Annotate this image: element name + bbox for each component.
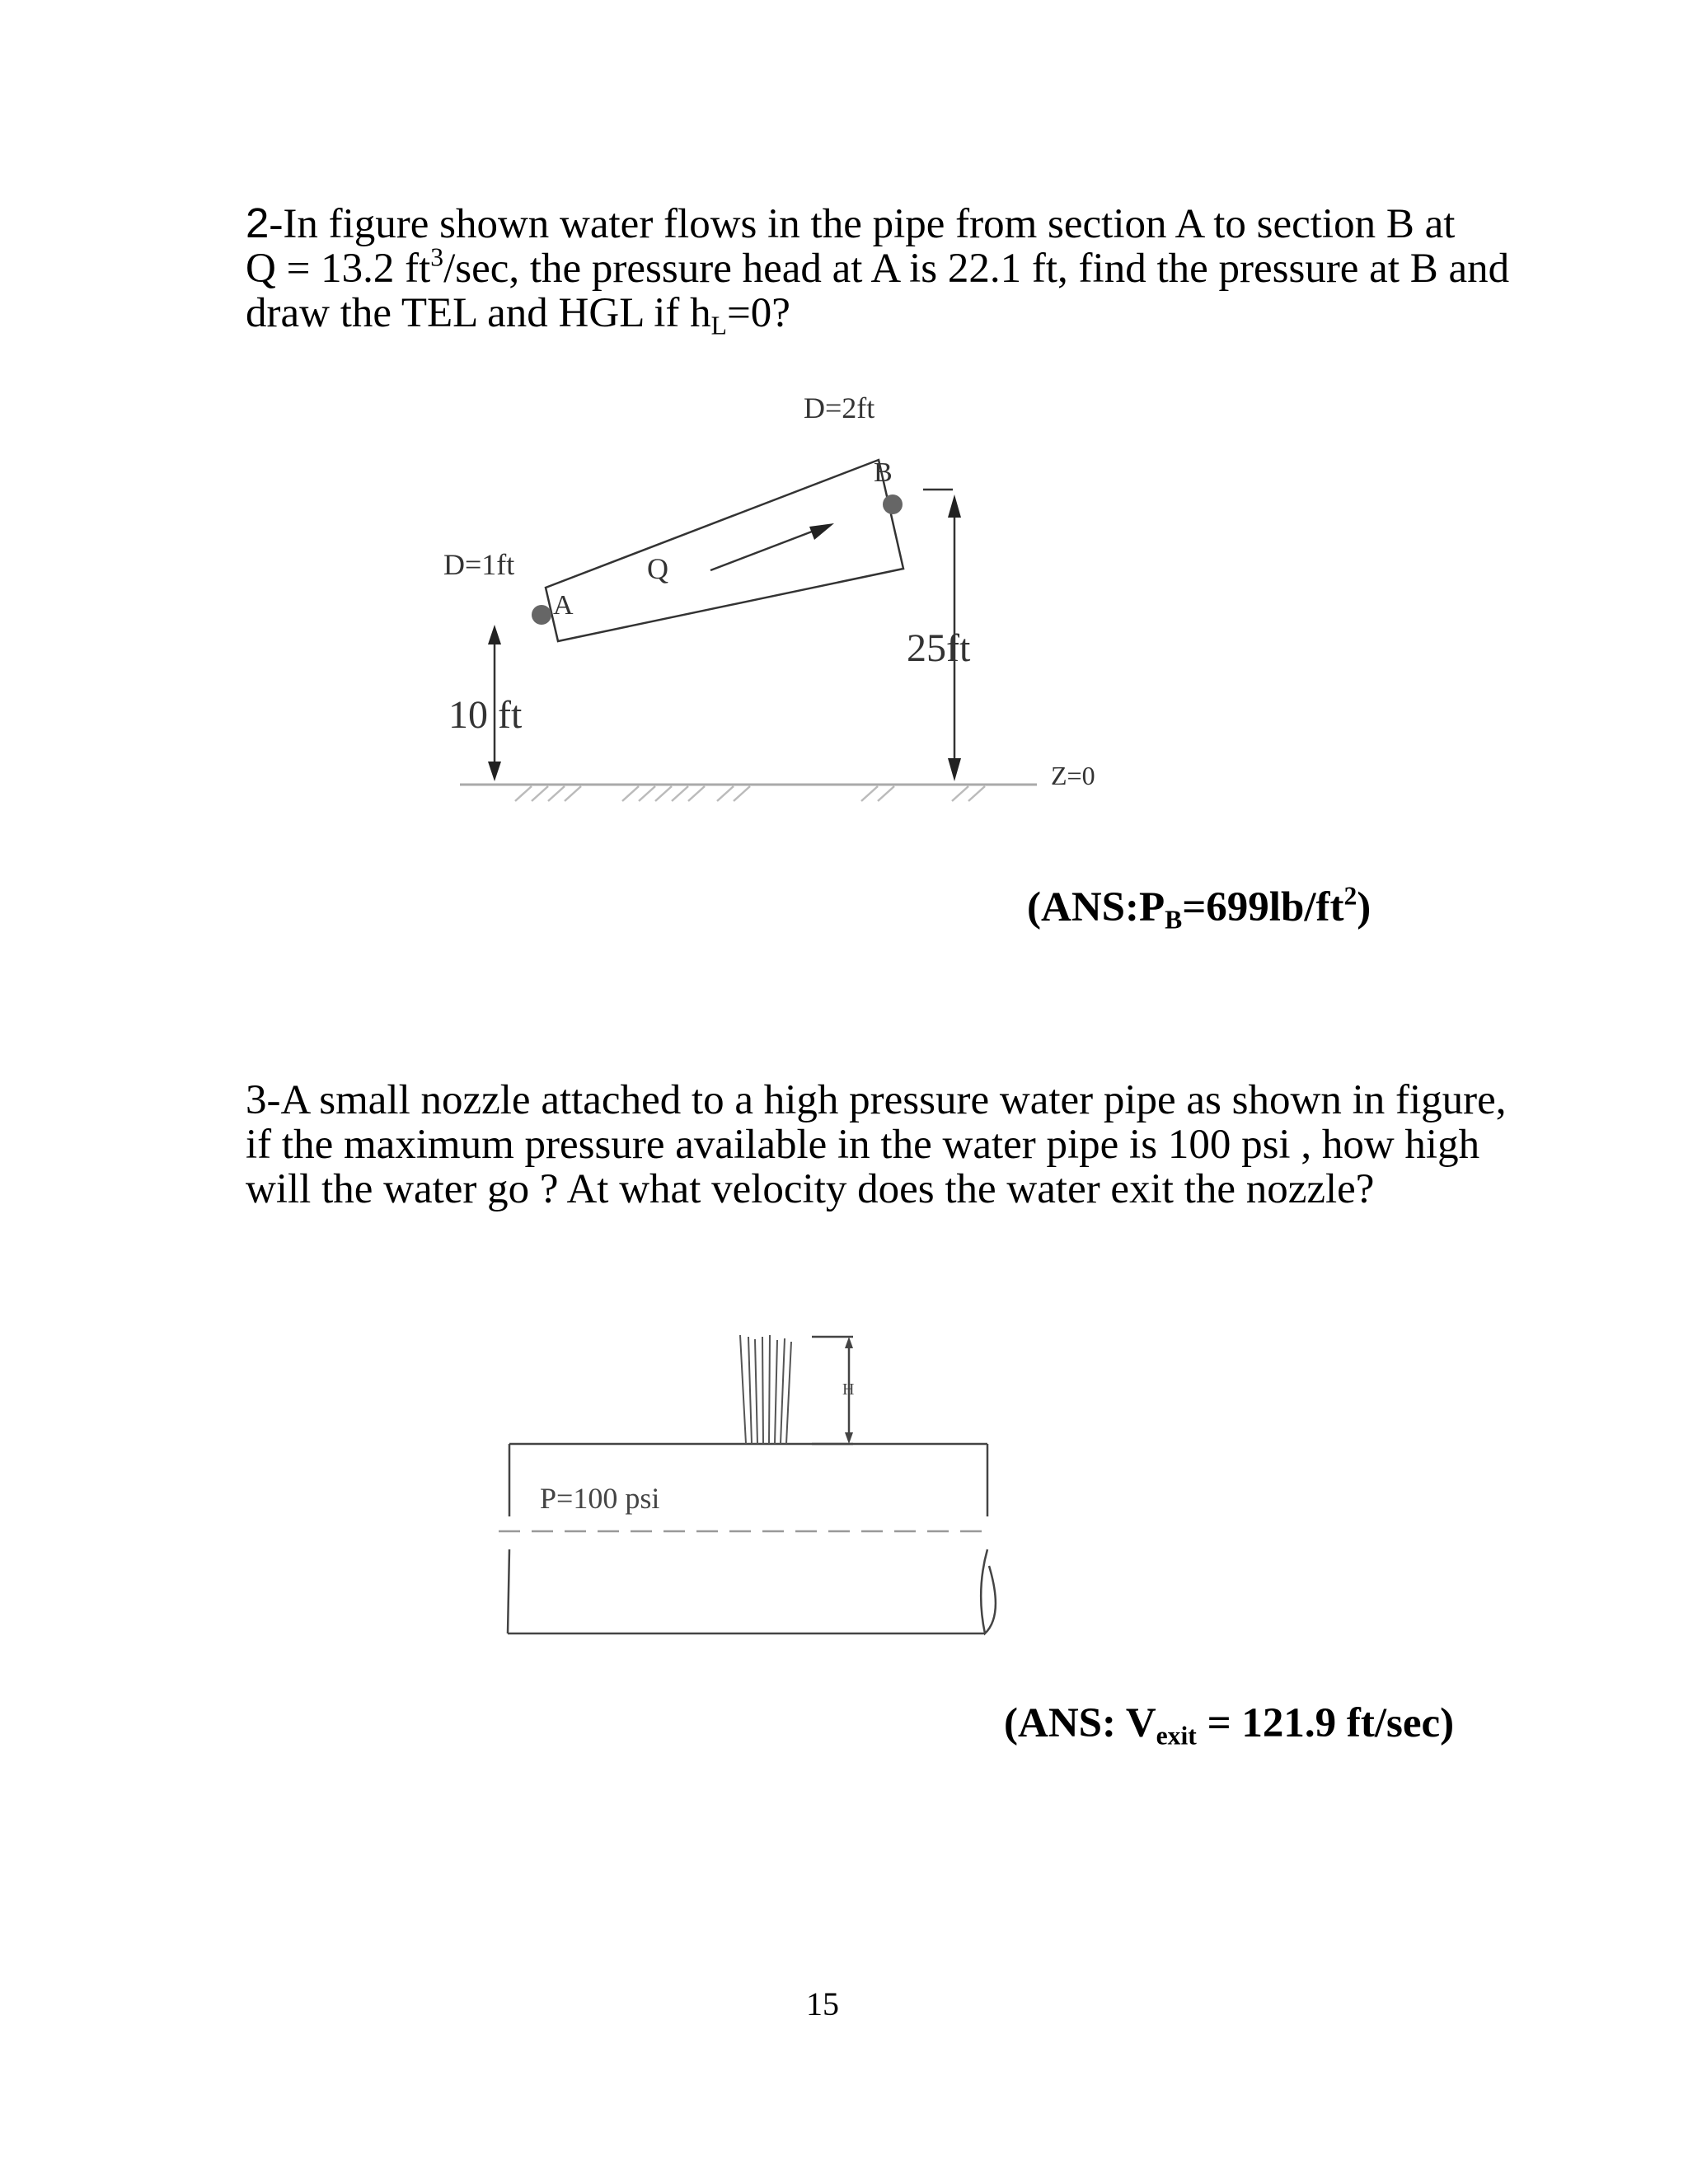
label-b: B xyxy=(874,457,893,488)
pipe-right-end xyxy=(981,1444,996,1633)
label-a: A xyxy=(553,590,574,621)
label-q: Q xyxy=(647,552,668,585)
problem-3-answer: (ANS: Vexit = 121.9 ft/sec) xyxy=(1004,1700,1455,1750)
problem-3-line-1: 3-A small nozzle attached to a high pressure water pipe as shown in figure, xyxy=(246,1077,1507,1123)
problem-3-line-3: will the water go ? At what velocity does the water exit the nozzle? xyxy=(246,1166,1375,1212)
problem-2-line-3: draw the TEL and HGL if hL=0? xyxy=(246,290,790,340)
problem-2-line-1: 2-In figure shown water flows in the pipe from section A to section B at xyxy=(246,199,1456,247)
water-jet xyxy=(740,1335,791,1444)
problem-3-line-2: if the maximum pressure available in the water pipe is 100 psi , how high xyxy=(246,1122,1480,1168)
label-10ft: 10 ft xyxy=(448,693,523,737)
pipe-left-end xyxy=(508,1444,509,1633)
problem-2-line-2: Q = 13.2 $ft^3/\sec$, the pressure head at A is 22.1 ft, find the pressure at B and xyxy=(246,242,1510,292)
page-number: 15 xyxy=(806,1985,839,2022)
label-z0: Z=0 xyxy=(1051,761,1095,790)
label-d2: D=2ft xyxy=(804,391,875,424)
label-25ft: 25ft xyxy=(907,626,971,670)
problem-2-answer: $(ANS:PB=699lb/ft^2)$ xyxy=(1027,881,1372,935)
label-d1: D=1ft xyxy=(443,548,515,581)
label-p: P=100 psi xyxy=(540,1482,660,1515)
label-h: H xyxy=(842,1380,855,1399)
problem-2-number: 2 xyxy=(246,199,270,246)
